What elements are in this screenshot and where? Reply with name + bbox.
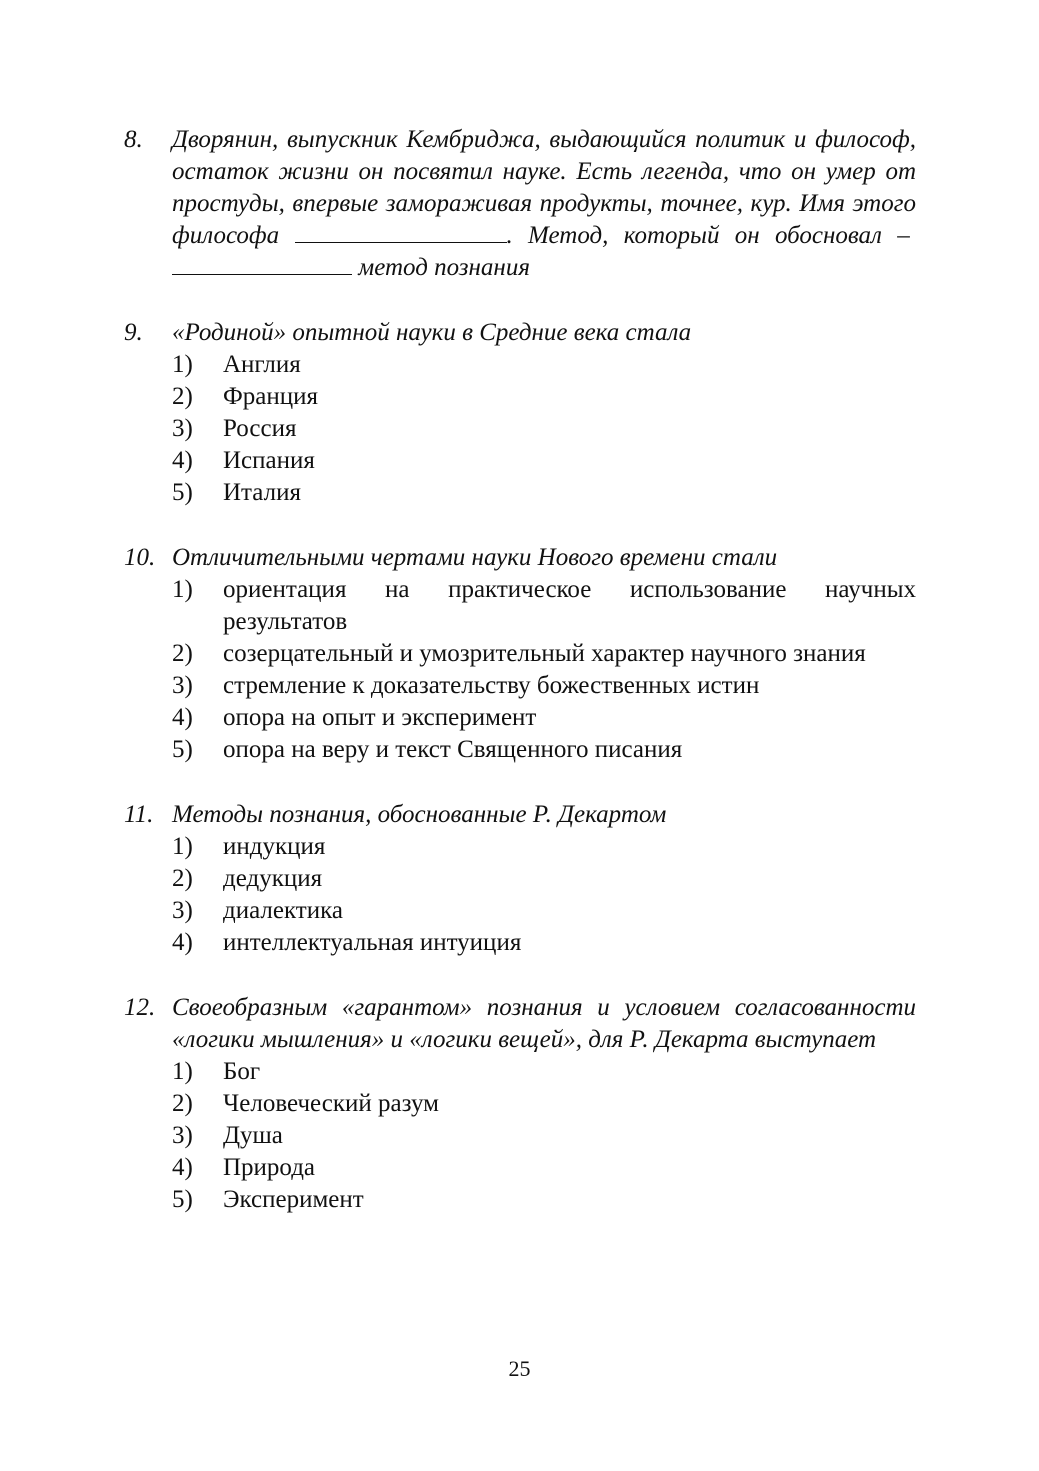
option-number: 3)	[172, 897, 193, 924]
option-number: 5)	[172, 1186, 193, 1213]
option-item[interactable]	[124, 413, 916, 445]
option-item[interactable]	[124, 831, 916, 863]
option-number: 4)	[172, 1154, 193, 1181]
option-item[interactable]	[124, 574, 916, 638]
page-number: 25	[508, 1356, 531, 1381]
option-text: ориентация на практическое использование научных результатов	[223, 576, 916, 635]
question-9	[124, 317, 916, 509]
option-text: интеллектуальная интуиция	[223, 929, 522, 956]
option-text: стремление к доказательству божественных истин	[223, 672, 760, 699]
question-text: Отличительными чертами науки Нового времени стали	[172, 544, 778, 571]
option-item[interactable]	[124, 638, 916, 670]
option-text: Природа	[223, 1154, 316, 1181]
option-number: 4)	[172, 447, 193, 474]
question-text: Методы познания, обоснованные Р. Декартом	[172, 801, 667, 828]
option-number: 2)	[172, 865, 193, 892]
option-item[interactable]	[124, 670, 916, 702]
answer-blank-philosopher[interactable]	[295, 220, 507, 243]
option-text: опора на опыт и эксперимент	[223, 704, 537, 731]
option-item[interactable]	[124, 863, 916, 895]
option-text: Россия	[223, 415, 297, 442]
option-number: 1)	[172, 351, 193, 378]
option-text: опора на веру и текст Священного писания	[223, 736, 683, 763]
option-text: Эксперимент	[223, 1186, 364, 1213]
option-text: дедукция	[223, 865, 323, 892]
option-item[interactable]	[124, 895, 916, 927]
option-item[interactable]	[124, 1088, 916, 1120]
option-number: 2)	[172, 383, 193, 410]
options-list	[124, 831, 916, 959]
option-text: диалектика	[223, 897, 343, 924]
question-12	[124, 992, 916, 1216]
option-number: 1)	[172, 576, 193, 603]
question-12-header	[124, 992, 916, 1056]
question-8-text-part3: метод познания	[358, 254, 530, 281]
answer-blank-method[interactable]	[172, 252, 352, 275]
question-11	[124, 799, 916, 959]
option-text: Бог	[223, 1058, 261, 1085]
question-number: 10.	[124, 544, 156, 571]
option-item[interactable]	[124, 477, 916, 509]
option-item[interactable]	[124, 734, 916, 766]
option-number: 1)	[172, 1058, 193, 1085]
option-text: Человеческий разум	[223, 1090, 439, 1117]
option-text: индукция	[223, 833, 326, 860]
option-text: Душа	[223, 1122, 283, 1149]
option-item[interactable]	[124, 1184, 916, 1216]
option-item[interactable]	[124, 1056, 916, 1088]
option-number: 2)	[172, 640, 193, 667]
question-8-header	[124, 124, 916, 284]
option-number: 3)	[172, 415, 193, 442]
question-8-text-part1: Дворянин, выпускник Кембриджа, выдающийся политик и философ, остаток жизни он посвятил науке. Есть легенда, что он умер от простуды, впервые замораживая продукты, точнее, кур. Имя этого философа	[172, 126, 916, 249]
option-text: Англия	[223, 351, 301, 378]
question-8-text-part2: . Метод, который он обосновал –	[506, 222, 910, 249]
question-number: 8.	[124, 126, 143, 153]
option-number: 5)	[172, 479, 193, 506]
option-text: Франция	[223, 383, 318, 410]
question-11-header	[124, 799, 916, 831]
options-list	[124, 574, 916, 766]
option-item[interactable]	[124, 381, 916, 413]
question-number: 9.	[124, 319, 143, 346]
question-text: «Родиной» опытной науки в Средние века стала	[172, 319, 692, 346]
option-number: 4)	[172, 929, 193, 956]
option-number: 5)	[172, 736, 193, 763]
option-item[interactable]	[124, 349, 916, 381]
option-number: 3)	[172, 1122, 193, 1149]
options-list	[124, 1056, 916, 1216]
question-10-header	[124, 542, 916, 574]
question-number: 12.	[124, 994, 156, 1021]
option-text: Италия	[223, 479, 301, 506]
option-text: Испания	[223, 447, 315, 474]
option-number: 3)	[172, 672, 193, 699]
question-text: Своеобразным «гарантом» познания и условием согласованности «логики мышления» и «логики вещей», для Р. Декарта выступает	[172, 994, 916, 1053]
option-item[interactable]	[124, 927, 916, 959]
option-item[interactable]	[124, 1152, 916, 1184]
option-number: 4)	[172, 704, 193, 731]
option-item[interactable]	[124, 445, 916, 477]
question-10	[124, 542, 916, 766]
question-number: 11.	[124, 801, 154, 828]
option-text: созерцательный и умозрительный характер научного знания	[223, 640, 866, 667]
option-number: 2)	[172, 1090, 193, 1117]
question-text	[172, 124, 916, 284]
page-content	[124, 124, 916, 1249]
question-8	[124, 124, 916, 284]
options-list	[124, 349, 916, 509]
option-item[interactable]	[124, 702, 916, 734]
option-item[interactable]	[124, 1120, 916, 1152]
question-9-header	[124, 317, 916, 349]
option-number: 1)	[172, 833, 193, 860]
